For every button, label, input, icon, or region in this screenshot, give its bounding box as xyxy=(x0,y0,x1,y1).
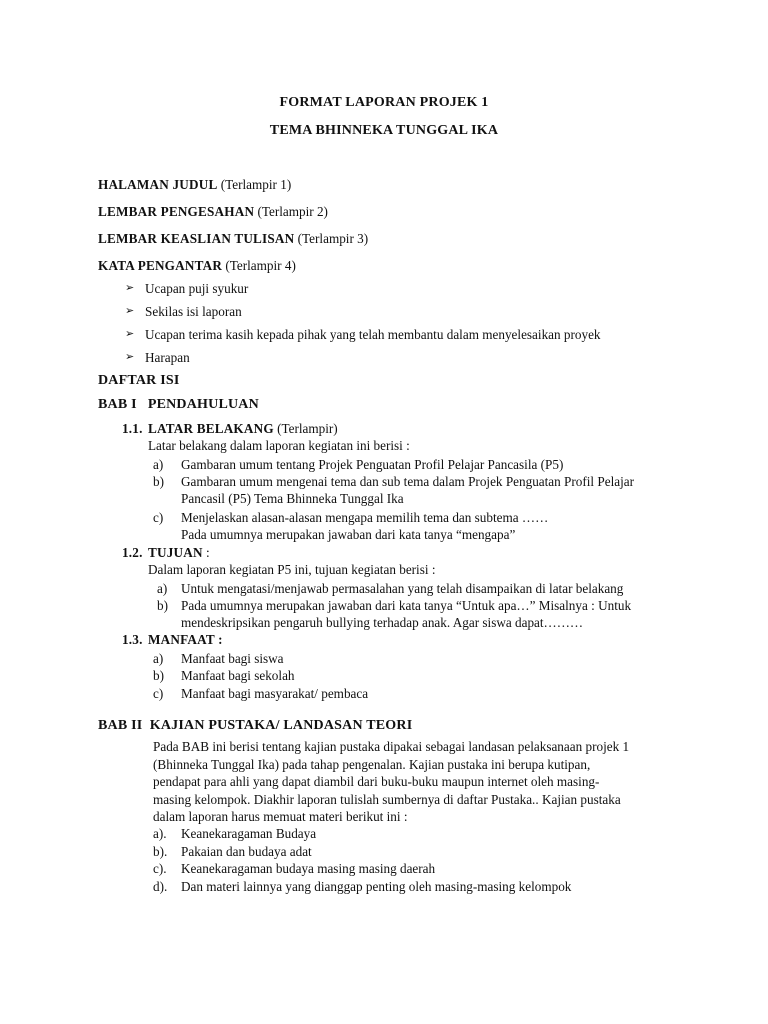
bab1-heading: BAB I PENDAHULUAN xyxy=(98,397,259,412)
section-1-2-intro: Dalam laporan kegiatan P5 ini, tujuan kegiatan berisi : xyxy=(148,562,436,577)
list-item-continuation: mendeskripsikan pengaruh bullying terhadap anak. Agar siswa dapat……… xyxy=(181,615,584,630)
list-marker: c) xyxy=(153,510,164,525)
list-marker: b) xyxy=(153,474,164,489)
list-item: Dan materi lainnya yang dianggap penting oleh masing-masing kelompok xyxy=(181,879,572,894)
front-matter-note: (Terlampir 4) xyxy=(225,258,296,273)
kata-pengantar-item: Ucapan puji syukur xyxy=(145,281,249,296)
front-matter-label: LEMBAR PENGESAHAN xyxy=(98,204,255,219)
section-1-1-heading xyxy=(148,422,338,435)
bab2-paragraph-line: Pada BAB ini berisi tentang kajian pustaka dipakai sebagai landasan pelaksanaan projek 1 xyxy=(153,739,630,754)
front-matter-label: KATA PENGANTAR xyxy=(98,258,223,273)
bab2-paragraph-line: masing kelompok. Diakhir laporan tulislah sumbernya di daftar Pustaka.. Kajian pustaka xyxy=(153,792,621,807)
list-item: Menjelaskan alasan-alasan mengapa memilih tema dan subtema …… xyxy=(181,510,549,525)
section-1-3-number: 1.3. xyxy=(122,632,143,647)
section-title: TUJUAN xyxy=(148,545,203,560)
section-1-1-number: 1.1. xyxy=(122,421,143,436)
list-item: Keanekaragaman Budaya xyxy=(181,826,317,841)
front-matter-halaman-judul xyxy=(98,178,291,191)
bab2-heading: BAB II KAJIAN PUSTAKA/ LANDASAN TEORI xyxy=(98,718,413,733)
kata-pengantar-item: Ucapan terima kasih kepada pihak yang telah membantu dalam menyelesaikan proyek xyxy=(145,327,601,342)
section-1-3-heading: MANFAAT : xyxy=(148,632,223,647)
list-marker: c). xyxy=(153,861,167,876)
bab2-paragraph-line: dalam laporan harus memuat materi berikut ini : xyxy=(153,809,408,824)
list-marker: b) xyxy=(153,668,164,683)
list-item: Pakaian dan budaya adat xyxy=(181,844,312,859)
list-marker: b). xyxy=(153,844,168,859)
section-1-1-intro: Latar belakang dalam laporan kegiatan ini berisi : xyxy=(148,438,410,453)
document-subtitle: TEMA BHINNEKA TUNGGAL IKA xyxy=(269,123,499,138)
front-matter-kata-pengantar xyxy=(98,259,296,272)
arrowhead-bullet-icon: ➢ xyxy=(125,282,135,294)
front-matter-lembar-pengesahan xyxy=(98,205,328,218)
bab2-paragraph-line: pendapat para ahli yang dapat diambil dari buku-buku maupun internet oleh masing- xyxy=(153,774,600,789)
section-title: LATAR BELAKANG xyxy=(148,421,274,436)
arrowhead-bullet-icon: ➢ xyxy=(125,328,135,340)
list-item: Manfaat bagi sekolah xyxy=(181,668,295,683)
list-item-continuation: Pancasil (P5) Tema Bhinneka Tunggal Ika xyxy=(181,491,404,506)
front-matter-label: LEMBAR KEASLIAN TULISAN xyxy=(98,231,295,246)
list-marker: d). xyxy=(153,879,168,894)
list-item-continuation: Pada umumnya merupakan jawaban dari kata tanya “mengapa” xyxy=(181,527,516,542)
kata-pengantar-item: Sekilas isi laporan xyxy=(145,304,242,319)
list-item: Manfaat bagi masyarakat/ pembaca xyxy=(181,686,369,701)
list-marker: a) xyxy=(157,581,168,596)
section-note: (Terlampir) xyxy=(277,421,338,436)
front-matter-lembar-keaslian xyxy=(98,232,368,245)
list-marker: a) xyxy=(153,457,164,472)
bab2-paragraph-line: (Bhinneka Tunggal Ika) pada tahap pengenalan. Kajian pustaka ini berupa kutipan, xyxy=(153,757,591,772)
document-title: FORMAT LAPORAN PROJEK 1 xyxy=(279,95,489,110)
front-matter-note: (Terlampir 2) xyxy=(257,204,328,219)
list-marker: a). xyxy=(153,826,167,841)
list-marker: a) xyxy=(153,651,164,666)
list-item: Keanekaragaman budaya masing masing daerah xyxy=(181,861,436,876)
front-matter-note: (Terlampir 3) xyxy=(297,231,369,246)
arrowhead-bullet-icon: ➢ xyxy=(125,305,135,317)
arrowhead-bullet-icon: ➢ xyxy=(125,351,135,363)
list-item: Gambaran umum tentang Projek Penguatan Profil Pelajar Pancasila (P5) xyxy=(181,457,564,472)
list-marker: b) xyxy=(157,598,168,613)
kata-pengantar-item: Harapan xyxy=(145,350,190,365)
section-note: : xyxy=(205,545,210,560)
section-1-2-number: 1.2. xyxy=(122,545,143,560)
section-1-2-heading xyxy=(148,546,210,559)
list-marker: c) xyxy=(153,686,164,701)
list-item: Gambaran umum mengenai tema dan sub tema dalam Projek Penguatan Profil Pelajar xyxy=(181,474,635,489)
front-matter-note: (Terlampir 1) xyxy=(220,177,292,192)
front-matter-label: HALAMAN JUDUL xyxy=(98,177,218,192)
list-item: Manfaat bagi siswa xyxy=(181,651,284,666)
daftar-isi-heading: DAFTAR ISI xyxy=(98,373,180,388)
list-item: Pada umumnya merupakan jawaban dari kata tanya “Untuk apa…” Misalnya : Untuk xyxy=(181,598,632,613)
list-item: Untuk mengatasi/menjawab permasalahan yang telah disampaikan di latar belakang xyxy=(181,581,624,596)
